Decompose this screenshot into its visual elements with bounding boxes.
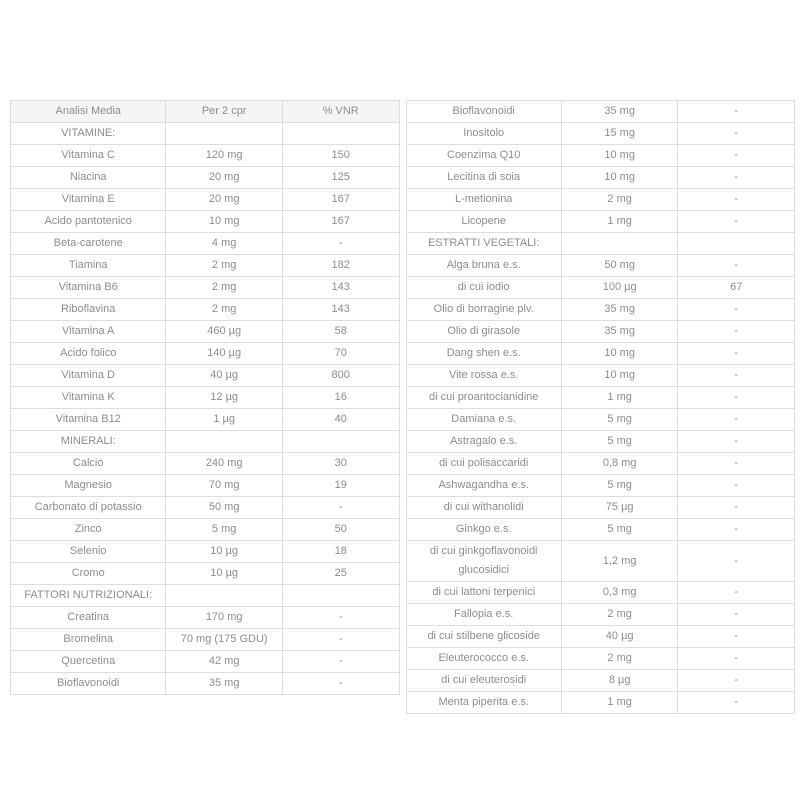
vnr-cell: 16 (282, 387, 399, 409)
nutrient-name-cell: Fallopia e.s. (406, 604, 561, 626)
vnr-cell: - (282, 629, 399, 651)
table-row (406, 670, 795, 692)
amount-cell: 10 mg (561, 167, 678, 189)
table-row (406, 604, 795, 626)
vnr-cell: 143 (282, 299, 399, 321)
nutrient-name-cell: Lecitina di soia (406, 167, 561, 189)
vnr-cell: - (678, 692, 795, 714)
nutrient-name-cell: Licopene (406, 211, 561, 233)
vnr-cell: 40 (282, 409, 399, 431)
vnr-cell: - (678, 387, 795, 409)
nutrient-name-cell: Bioflavonoidi (406, 101, 561, 123)
amount-cell: 2 mg (166, 277, 283, 299)
vnr-cell: 182 (282, 255, 399, 277)
table-row (11, 541, 400, 563)
table-row (406, 626, 795, 648)
nutrient-name-cell: Damiana e.s. (406, 409, 561, 431)
nutrient-name-cell: Vitamina B6 (11, 277, 166, 299)
nutrient-name-cell: Creatina (11, 607, 166, 629)
vnr-cell: 30 (282, 453, 399, 475)
amount-cell: 35 mg (561, 299, 678, 321)
amount-cell: 50 mg (166, 497, 283, 519)
table-row (11, 453, 400, 475)
amount-cell: 10 mg (561, 145, 678, 167)
vnr-cell: 143 (282, 277, 399, 299)
table-row (406, 189, 795, 211)
nutrient-name-cell: Acido folico (11, 343, 166, 365)
vnr-cell: 70 (282, 343, 399, 365)
table-row (11, 167, 400, 189)
nutrient-name-cell: Astragalo e.s. (406, 431, 561, 453)
vnr-cell: 125 (282, 167, 399, 189)
amount-cell: 5 mg (561, 475, 678, 497)
nutrition-table-right (406, 100, 796, 714)
nutrient-name-cell: Acido pantotenico (11, 211, 166, 233)
table-row (406, 431, 795, 453)
table-row (11, 255, 400, 277)
vnr-cell: 25 (282, 563, 399, 585)
vnr-cell: - (678, 648, 795, 670)
vnr-cell: - (678, 453, 795, 475)
header-analisi-media: Analisi Media (11, 101, 166, 123)
vnr-cell: - (678, 123, 795, 145)
table-row (11, 189, 400, 211)
nutrient-name-cell: Niacina (11, 167, 166, 189)
nutrient-name-cell: Vitamina K (11, 387, 166, 409)
table-row (11, 607, 400, 629)
section-header-row (11, 585, 400, 607)
table-header-row (11, 101, 400, 123)
amount-cell: 0,3 mg (561, 582, 678, 604)
table-row (11, 211, 400, 233)
vnr-cell: - (678, 604, 795, 626)
table-row (11, 519, 400, 541)
vnr-cell: 58 (282, 321, 399, 343)
vnr-cell: - (678, 519, 795, 541)
amount-cell: 100 µg (561, 277, 678, 299)
nutrient-name-cell: di cui polisaccaridi (406, 453, 561, 475)
table-row (406, 343, 795, 365)
nutrition-table-right-body (406, 101, 795, 714)
nutrient-name-cell: Vitamina A (11, 321, 166, 343)
table-row (11, 651, 400, 673)
amount-cell: 2 mg (561, 189, 678, 211)
nutrient-name-cell: di cui ginkgoflavonoidi glucosidici (406, 541, 561, 582)
table-row (406, 475, 795, 497)
amount-cell: 1 mg (561, 211, 678, 233)
vnr-cell: 167 (282, 211, 399, 233)
nutrient-name-cell: Alga bruna e.s. (406, 255, 561, 277)
vnr-cell: 67 (678, 277, 795, 299)
nutrient-name-cell: Vitamina C (11, 145, 166, 167)
amount-cell: 140 µg (166, 343, 283, 365)
amount-cell: 15 mg (561, 123, 678, 145)
nutrient-name-cell: Zinco (11, 519, 166, 541)
amount-cell: 10 mg (561, 365, 678, 387)
nutrient-name-cell: Inositolo (406, 123, 561, 145)
table-row (406, 519, 795, 541)
amount-cell: 170 mg (166, 607, 283, 629)
amount-cell: 1,2 mg (561, 541, 678, 582)
nutrient-name-cell: Dang shen e.s. (406, 343, 561, 365)
nutrient-name-cell: Bioflavonoidi (11, 673, 166, 695)
amount-cell: 10 µg (166, 541, 283, 563)
amount-cell: 10 mg (166, 211, 283, 233)
amount-cell: 2 mg (166, 255, 283, 277)
vnr-cell: 800 (282, 365, 399, 387)
table-row (406, 299, 795, 321)
amount-cell: 40 µg (166, 365, 283, 387)
nutrient-name-cell: MINERALI: (11, 431, 166, 453)
nutrient-name-cell: Tiamina (11, 255, 166, 277)
amount-cell: 1 mg (561, 692, 678, 714)
vnr-cell: - (678, 626, 795, 648)
vnr-cell: 50 (282, 519, 399, 541)
vnr-cell: - (678, 497, 795, 519)
nutrient-name-cell: Quercetina (11, 651, 166, 673)
table-row (406, 582, 795, 604)
nutrient-name-cell: Cromo (11, 563, 166, 585)
amount-cell: 5 mg (561, 409, 678, 431)
table-row (11, 629, 400, 651)
nutrient-name-cell: Eleuterococco e.s. (406, 648, 561, 670)
amount-cell: 4 mg (166, 233, 283, 255)
nutrient-name-cell: di cui withanolidi (406, 497, 561, 519)
vnr-cell: 167 (282, 189, 399, 211)
nutrient-name-cell: Olio di girasole (406, 321, 561, 343)
amount-cell: 70 mg (166, 475, 283, 497)
nutrient-name-cell: ESTRATTI VEGETALI: (406, 233, 561, 255)
nutrient-name-cell: di cui iodio (406, 277, 561, 299)
nutrient-name-cell: FATTORI NUTRIZIONALI: (11, 585, 166, 607)
amount-cell (166, 123, 283, 145)
vnr-cell: - (678, 145, 795, 167)
nutrient-name-cell: Coenzima Q10 (406, 145, 561, 167)
nutrient-name-cell: di cui eleuterosidi (406, 670, 561, 692)
table-row (11, 365, 400, 387)
vnr-cell: 150 (282, 145, 399, 167)
table-row (406, 648, 795, 670)
nutrient-name-cell: Vitamina E (11, 189, 166, 211)
amount-cell (561, 233, 678, 255)
table-row (406, 145, 795, 167)
table-row (406, 497, 795, 519)
nutrition-table-left (10, 100, 400, 695)
nutrient-name-cell: Selenio (11, 541, 166, 563)
nutrient-name-cell: di cui lattoni terpenici (406, 582, 561, 604)
section-header-row (406, 233, 795, 255)
amount-cell: 5 mg (561, 519, 678, 541)
amount-cell: 20 mg (166, 167, 283, 189)
table-row (11, 343, 400, 365)
table-row (406, 167, 795, 189)
nutrient-name-cell: Olio di borragine plv. (406, 299, 561, 321)
vnr-cell (282, 585, 399, 607)
table-row (11, 475, 400, 497)
vnr-cell: - (282, 673, 399, 695)
table-row (11, 497, 400, 519)
table-row (406, 277, 795, 299)
nutrient-name-cell: VITAMINE: (11, 123, 166, 145)
table-row (406, 453, 795, 475)
table-row (11, 233, 400, 255)
table-row (11, 277, 400, 299)
vnr-cell: - (678, 343, 795, 365)
amount-cell: 10 mg (561, 343, 678, 365)
amount-cell (166, 431, 283, 453)
amount-cell: 70 mg (175 GDU) (166, 629, 283, 651)
amount-cell: 35 mg (561, 321, 678, 343)
amount-cell (166, 585, 283, 607)
vnr-cell: - (282, 497, 399, 519)
vnr-cell: - (678, 211, 795, 233)
table-row (11, 299, 400, 321)
amount-cell: 2 mg (561, 648, 678, 670)
nutrient-name-cell: Carbonato di potassio (11, 497, 166, 519)
vnr-cell: 18 (282, 541, 399, 563)
nutrient-name-cell: Beta-carotene (11, 233, 166, 255)
header-percent-vnr: % VNR (282, 101, 399, 123)
table-row (406, 365, 795, 387)
section-header-row (11, 123, 400, 145)
amount-cell: 75 µg (561, 497, 678, 519)
vnr-cell: - (678, 670, 795, 692)
amount-cell: 120 mg (166, 145, 283, 167)
amount-cell: 42 mg (166, 651, 283, 673)
vnr-cell (678, 233, 795, 255)
nutrient-name-cell: Vitamina B12 (11, 409, 166, 431)
amount-cell: 8 µg (561, 670, 678, 692)
amount-cell: 240 mg (166, 453, 283, 475)
table-row (11, 321, 400, 343)
header-per-2-cpr: Per 2 cpr (166, 101, 283, 123)
nutrient-name-cell: Ashwagandha e.s. (406, 475, 561, 497)
amount-cell: 12 µg (166, 387, 283, 409)
amount-cell: 10 µg (166, 563, 283, 585)
nutrient-name-cell: L-metionina (406, 189, 561, 211)
vnr-cell: - (678, 409, 795, 431)
amount-cell: 460 µg (166, 321, 283, 343)
table-row (11, 409, 400, 431)
amount-cell: 35 mg (166, 673, 283, 695)
vnr-cell: - (678, 541, 795, 582)
nutrient-name-cell: di cui stilbene glicoside (406, 626, 561, 648)
amount-cell: 35 mg (561, 101, 678, 123)
vnr-cell: - (678, 167, 795, 189)
amount-cell: 40 µg (561, 626, 678, 648)
amount-cell: 1 µg (166, 409, 283, 431)
vnr-cell (282, 431, 399, 453)
vnr-cell: - (678, 321, 795, 343)
nutrition-table-left-body (11, 123, 400, 695)
nutrient-name-cell: Magnesio (11, 475, 166, 497)
table-row (406, 101, 795, 123)
vnr-cell: - (678, 475, 795, 497)
nutrient-name-cell: Ginkgo e.s. (406, 519, 561, 541)
amount-cell: 0,8 mg (561, 453, 678, 475)
table-row (406, 123, 795, 145)
table-row (406, 211, 795, 233)
nutrition-facts-section (10, 100, 795, 714)
amount-cell: 2 mg (166, 299, 283, 321)
vnr-cell: - (282, 651, 399, 673)
vnr-cell: - (678, 299, 795, 321)
vnr-cell: - (282, 233, 399, 255)
vnr-cell: - (678, 431, 795, 453)
table-row (406, 692, 795, 714)
nutrient-name-cell: Vitamina D (11, 365, 166, 387)
nutrient-name-cell: di cui proantocianidine (406, 387, 561, 409)
nutrient-name-cell: Menta piperita e.s. (406, 692, 561, 714)
amount-cell: 50 mg (561, 255, 678, 277)
table-row (406, 321, 795, 343)
vnr-cell: 19 (282, 475, 399, 497)
table-row (406, 541, 795, 582)
amount-cell: 5 mg (561, 431, 678, 453)
section-header-row (11, 431, 400, 453)
vnr-cell: - (678, 255, 795, 277)
vnr-cell: - (678, 365, 795, 387)
vnr-cell: - (678, 189, 795, 211)
table-row (406, 409, 795, 431)
table-row (11, 145, 400, 167)
table-row (11, 387, 400, 409)
vnr-cell: - (282, 607, 399, 629)
table-row (11, 563, 400, 585)
table-row (11, 673, 400, 695)
amount-cell: 20 mg (166, 189, 283, 211)
amount-cell: 1 mg (561, 387, 678, 409)
nutrient-name-cell: Vite rossa e.s. (406, 365, 561, 387)
nutrient-name-cell: Calcio (11, 453, 166, 475)
table-row (406, 255, 795, 277)
amount-cell: 5 mg (166, 519, 283, 541)
table-row (406, 387, 795, 409)
vnr-cell: - (678, 101, 795, 123)
vnr-cell: - (678, 582, 795, 604)
amount-cell: 2 mg (561, 604, 678, 626)
vnr-cell (282, 123, 399, 145)
nutrient-name-cell: Riboflavina (11, 299, 166, 321)
nutrient-name-cell: Bromelina (11, 629, 166, 651)
